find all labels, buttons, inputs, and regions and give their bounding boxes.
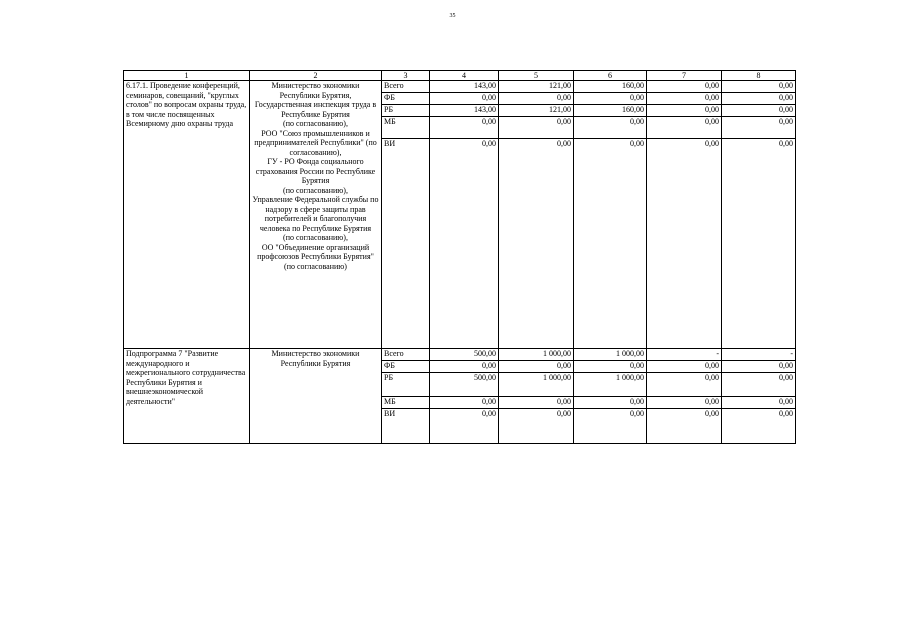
value-cell: 0,00 bbox=[499, 361, 574, 373]
value-cell: 0,00 bbox=[722, 373, 796, 397]
value-cell: 160,00 bbox=[574, 81, 647, 93]
source-label: Всего bbox=[382, 349, 430, 361]
table-row bbox=[124, 349, 796, 361]
value-cell: 121,00 bbox=[499, 105, 574, 117]
activity-title: 6.17.1. Проведение конференций, семинаров, совещаний, "круглых столов" по вопросам охраны труда, в том числе посвященных Всемирному дню охраны труда bbox=[124, 81, 250, 349]
value-cell: 0,00 bbox=[722, 81, 796, 93]
executor-line: Государственная инспекция труда в Республике Бурятия bbox=[254, 100, 377, 119]
header-row bbox=[124, 71, 796, 81]
value-cell: 143,00 bbox=[430, 81, 499, 93]
value-cell: 500,00 bbox=[430, 349, 499, 361]
subprogram-title: Подпрограмма 7 "Развитие международного и межрегионального сотрудничества Республики Бурятия и внешнеэкономической деятельности" bbox=[124, 349, 250, 444]
header-cell: 3 bbox=[382, 71, 430, 81]
value-cell: 0,00 bbox=[430, 139, 499, 349]
value-cell: 0,00 bbox=[574, 361, 647, 373]
value-cell: 0,00 bbox=[647, 397, 722, 409]
executors-cell bbox=[250, 81, 382, 349]
value-cell: 0,00 bbox=[499, 397, 574, 409]
header-cell: 7 bbox=[647, 71, 722, 81]
executor-line: Управление Федеральной службы по надзору в сфере защиты прав потребителей и благополучия человека по Республике Бурятия bbox=[252, 195, 379, 233]
value-cell: 0,00 bbox=[430, 361, 499, 373]
source-label: ВИ bbox=[382, 409, 430, 444]
header-cell: 6 bbox=[574, 71, 647, 81]
executor-line: (по согласованию), bbox=[283, 233, 348, 242]
executor-line: (по согласованию), bbox=[283, 185, 348, 195]
value-cell: 0,00 bbox=[647, 93, 722, 105]
value-cell: 0,00 bbox=[647, 139, 722, 349]
value-cell: 0,00 bbox=[647, 105, 722, 117]
value-cell: 0,00 bbox=[647, 81, 722, 93]
value-cell: 0,00 bbox=[722, 397, 796, 409]
executor-line: Министерство экономики Республики Бурятия, bbox=[271, 81, 360, 100]
value-cell: 0,00 bbox=[647, 117, 722, 139]
value-cell: 0,00 bbox=[499, 117, 574, 139]
budget-table bbox=[123, 70, 796, 444]
value-cell: 1 000,00 bbox=[499, 349, 574, 361]
value-cell: 1 000,00 bbox=[574, 349, 647, 361]
value-cell: 0,00 bbox=[499, 139, 574, 349]
header-cell: 1 bbox=[124, 71, 250, 81]
executors-cell bbox=[250, 349, 382, 444]
header-cell: 2 bbox=[250, 71, 382, 81]
source-label: ВИ bbox=[382, 139, 430, 349]
executor-line: ОО "Объединение организаций профсоюзов Республики Бурятия" bbox=[257, 242, 374, 261]
value-cell: 0,00 bbox=[574, 139, 647, 349]
source-label: Всего bbox=[382, 81, 430, 93]
executor-line: (по согласованию) bbox=[284, 261, 347, 271]
source-label: РБ bbox=[382, 105, 430, 117]
value-cell: 143,00 bbox=[430, 105, 499, 117]
executor-line: РОО "Союз промышленников и предпринимателей Республики" (по согласованию), bbox=[254, 128, 377, 157]
executor-line: ГУ - РО Фонда социального страхования России по Республике Бурятия bbox=[255, 157, 376, 185]
source-label: РБ bbox=[382, 373, 430, 397]
value-cell: 0,00 bbox=[647, 373, 722, 397]
value-cell: 0,00 bbox=[499, 93, 574, 105]
value-cell: 1 000,00 bbox=[499, 373, 574, 397]
value-cell: 0,00 bbox=[574, 397, 647, 409]
value-cell: 500,00 bbox=[430, 373, 499, 397]
value-cell: 0,00 bbox=[430, 93, 499, 105]
value-cell: 0,00 bbox=[574, 409, 647, 444]
value-cell: 1 000,00 bbox=[574, 373, 647, 397]
header-cell: 4 bbox=[430, 71, 499, 81]
source-label: МБ bbox=[382, 117, 430, 139]
table-row bbox=[124, 81, 796, 93]
executor-line: (по согласованию), bbox=[283, 119, 348, 128]
value-cell: 0,00 bbox=[574, 93, 647, 105]
value-cell: 0,00 bbox=[722, 105, 796, 117]
source-label: МБ bbox=[382, 397, 430, 409]
value-cell: 160,00 bbox=[574, 105, 647, 117]
value-cell: 121,00 bbox=[499, 81, 574, 93]
executor-line: Министерство экономики Республики Бурятия bbox=[271, 349, 360, 368]
source-label: ФБ bbox=[382, 93, 430, 105]
value-cell: 0,00 bbox=[499, 409, 574, 444]
value-cell: 0,00 bbox=[722, 117, 796, 139]
source-label: ФБ bbox=[382, 361, 430, 373]
value-cell: 0,00 bbox=[722, 139, 796, 349]
value-cell: 0,00 bbox=[722, 361, 796, 373]
value-cell: - bbox=[647, 349, 722, 361]
header-cell: 8 bbox=[722, 71, 796, 81]
value-cell: - bbox=[722, 349, 796, 361]
value-cell: 0,00 bbox=[722, 93, 796, 105]
value-cell: 0,00 bbox=[430, 397, 499, 409]
header-cell: 5 bbox=[499, 71, 574, 81]
value-cell: 0,00 bbox=[430, 117, 499, 139]
page-number: 35 bbox=[449, 13, 456, 19]
value-cell: 0,00 bbox=[722, 409, 796, 444]
value-cell: 0,00 bbox=[574, 117, 647, 139]
value-cell: 0,00 bbox=[647, 409, 722, 444]
value-cell: 0,00 bbox=[430, 409, 499, 444]
value-cell: 0,00 bbox=[647, 361, 722, 373]
